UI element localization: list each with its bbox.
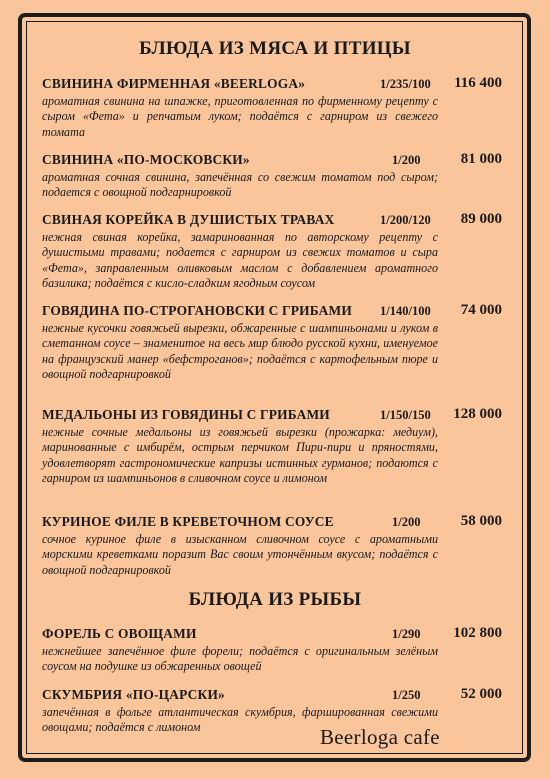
item-weight: 1/235/100	[380, 77, 431, 91]
menu-item-beef-stroganoff	[42, 303, 508, 382]
item-price: 58 000	[460, 513, 502, 529]
item-price: 81 000	[460, 151, 502, 167]
item-weight: 1/250	[392, 688, 421, 702]
item-name: ГОВЯДИНА ПО-СТРОГАНОВСКИ С ГРИБАМИ	[42, 303, 352, 318]
item-weight: 1/290	[392, 627, 421, 641]
item-description: ароматная свинина на шпажке, приготовленная по фирменному рецепту с сыром «Фета» и репчатым луком; подаётся с гарниром из свежего томата	[42, 94, 438, 139]
item-name: СВИНИНА ФИРМЕННАЯ «BEERLOGA»	[42, 76, 306, 91]
item-price: 128 000	[453, 406, 502, 422]
item-weight: 1/140/100	[380, 304, 431, 318]
section-title-fish: БЛЮДА ИЗ РЫБЫ	[188, 589, 362, 610]
menu-item-chicken-shrimp	[42, 514, 508, 578]
menu-item-pork-moscow	[42, 152, 508, 201]
item-name: СВИНИНА «ПО-МОСКОВСКИ»	[42, 152, 250, 167]
item-weight: 1/200/120	[380, 213, 431, 227]
section-title-meat: БЛЮДА ИЗ МЯСА И ПТИЦЫ	[139, 38, 411, 59]
item-name: КУРИНОЕ ФИЛЕ В КРЕВЕТОЧНОМ СОУСЕ	[42, 514, 334, 529]
brand-signature: Beerloga cafe	[320, 725, 440, 749]
item-name: СКУМБРИЯ «ПО-ЦАРСКИ»	[42, 687, 225, 702]
item-price: 52 000	[460, 686, 502, 702]
menu-item-pork-beerloga	[42, 76, 508, 140]
item-price: 74 000	[460, 302, 502, 318]
menu-item-pork-loin	[42, 212, 508, 291]
item-description: ароматная сочная свинина, запечённая со свежим томатом под сыром; подается с овощной подгарнировкой	[42, 170, 438, 200]
item-weight: 1/200	[392, 515, 421, 529]
item-price: 89 000	[460, 211, 502, 227]
item-description: нежные кусочки говяжьей вырезки, обжаренные с шампиньонами и луком в сметанном соусе – знаменитое на весь мир блюдо русской кухни, именуемое на французский манер «бефстроганов»; подаётся с картофельным пюре и овощной подгарнировкой	[42, 321, 438, 381]
item-weight: 1/150/150	[380, 408, 431, 422]
item-weight: 1/200	[392, 153, 421, 167]
item-description: нежнейшее запечённое филе форели; подаётся с оригинальным зелёным соусом на подушке из обжаренных овощей	[42, 644, 438, 674]
menu-item-trout	[42, 626, 508, 675]
item-description: запечённая в фольге атлантическая скумбрия, фаршированная свежими овощами; подаётся с лимоном	[42, 705, 438, 735]
menu-item-beef-medallions	[42, 407, 508, 486]
item-name: СВИНАЯ КОРЕЙКА В ДУШИСТЫХ ТРАВАХ	[42, 212, 335, 227]
item-description: нежные сочные медальоны из говяжьей вырезки (прожарка: медиум), маринованные с имбирём, острым перчиком Пири-пири и пряностями, удовлетворят гастрономические капризы истинных гурманов; подаются с гарниром из шампиньонов в сливочном соусе и лимоном	[42, 425, 438, 485]
item-price: 102 800	[453, 625, 502, 641]
item-description: нежная свиная корейка, замаринованная по авторскому рецепту с душистыми травами; подается с гарниром из свежих томатов и сыра «Фета», заправленным оливковым маслом с добавлением ароматного базилика; подаётся с кисло-сладким ягодным соусом	[42, 230, 438, 290]
item-description: сочное куриное филе в изысканном сливочном соусе с ароматными морскими креветками поразит Вас своим утончённым вкусом; подаётся с овощной подгарнировкой	[42, 532, 438, 577]
item-name: ФОРЕЛЬ С ОВОЩАМИ	[42, 626, 197, 641]
item-name: МЕДАЛЬОНЫ ИЗ ГОВЯДИНЫ С ГРИБАМИ	[42, 407, 330, 422]
item-price: 116 400	[454, 75, 502, 91]
